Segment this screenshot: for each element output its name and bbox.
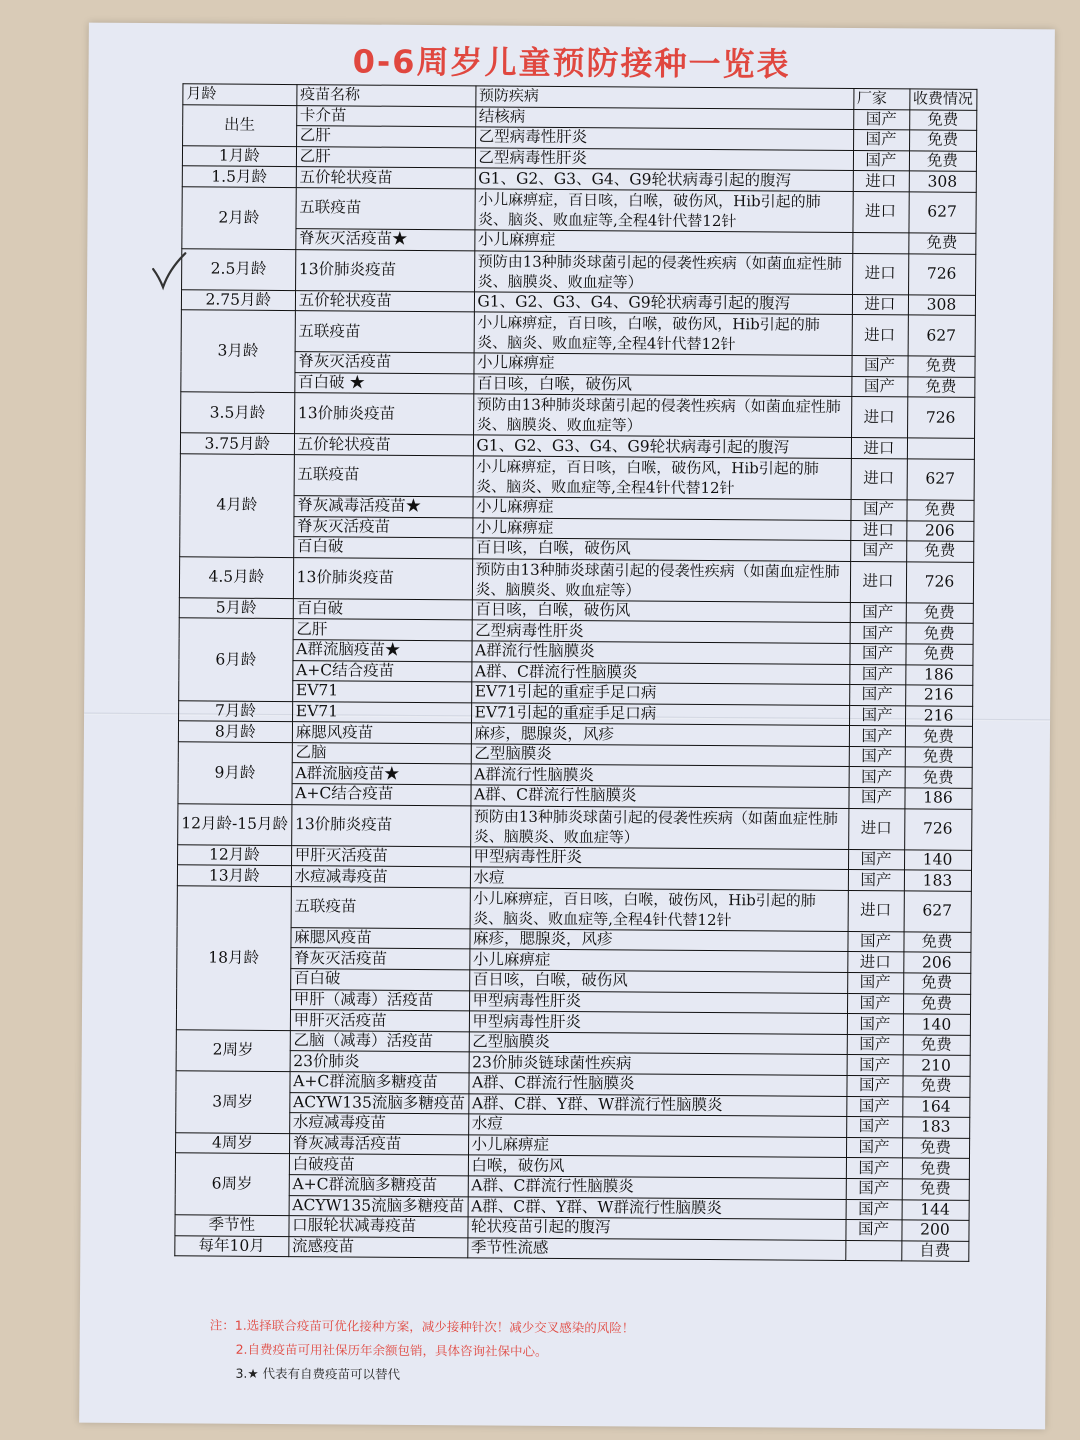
cell-fee: 免费 (906, 603, 973, 624)
cell-disease: 小儿麻痹症 (472, 517, 850, 540)
cell-maker: 进口 (851, 458, 907, 499)
cell-age: 6月龄 (179, 618, 293, 701)
cell-fee: 免费 (905, 767, 972, 788)
cell-vaccine: 五联疫苗 (296, 188, 475, 230)
cell-vaccine: EV71 (292, 701, 471, 723)
cell-maker: 国产 (850, 602, 906, 623)
cell-disease: 23价肺炎链球菌性疾病 (469, 1052, 847, 1075)
cell-disease: 小儿麻痹症，百日咳，白喉，破伤风，Hib引起的肺炎、脑炎、败血症等,全程4针代替12针 (473, 456, 851, 500)
cell-disease: 乙型脑膜炎 (471, 744, 849, 767)
cell-disease: 乙型病毒性肝炎 (475, 127, 853, 150)
table-row (180, 454, 974, 501)
cell-disease: 百日咳，白喉，破伤风 (472, 538, 850, 561)
cell-maker: 国产 (846, 1199, 902, 1220)
cell-disease: 小儿麻痹症 (473, 353, 851, 376)
cell-maker: 国产 (849, 705, 905, 726)
cell-disease: 小儿麻痹症 (472, 497, 850, 520)
cell-age: 3周岁 (176, 1071, 290, 1134)
cell-disease: 预防由13种肺炎球菌引起的侵袭性疾病（如菌血症性肺炎、脑膜炎、败血症等） (472, 559, 850, 603)
cell-fee: 免费 (909, 109, 976, 130)
cell-disease: 小儿麻痹症 (469, 949, 847, 972)
cell-fee: 308 (908, 294, 975, 315)
cell-vaccine: 13价肺炎疫苗 (294, 393, 473, 435)
cell-disease: G1、G2、G3、G4、G9轮状病毒引起的腹泻 (475, 168, 853, 191)
cell-vaccine: 13价肺炎疫苗 (291, 804, 470, 846)
cell-fee: 免费 (907, 356, 974, 377)
note-1: 注：1.选择联合疫苗可优化接种方案，减少接种针次！减少交叉感染的风险！ (209, 1317, 635, 1336)
table-row (182, 187, 976, 234)
cell-fee: 免费 (903, 973, 970, 994)
cell-vaccine: 白破疫苗 (289, 1154, 468, 1176)
cell-disease: A群、C群流行性脑膜炎 (468, 1176, 846, 1199)
cell-vaccine: 五价轮状疫苗 (294, 434, 473, 456)
cell-vaccine: 百白破 (290, 969, 469, 991)
cell-age: 7月龄 (179, 700, 293, 721)
cell-fee: 216 (905, 685, 972, 706)
cell-disease: A群、C群流行性脑膜炎 (468, 1073, 846, 1096)
cell-disease: A群、C群、Y群、W群流行性脑膜炎 (468, 1196, 846, 1219)
cell-fee: 免费 (906, 541, 973, 562)
cell-vaccine: 脊灰灭活疫苗★ (296, 229, 475, 251)
cell-vaccine: 23价肺炎 (290, 1051, 469, 1073)
cell-maker: 国产 (851, 356, 907, 377)
cell-vaccine: 卡介苗 (296, 105, 475, 127)
cell-vaccine: 流感疫苗 (288, 1236, 467, 1258)
cell-fee: 140 (903, 1014, 970, 1035)
cell-age: 4月龄 (180, 454, 294, 558)
cell-fee: 自费 (901, 1241, 968, 1262)
cell-disease: 预防由13种肺炎球菌引起的侵袭性疾病（如菌血症性肺炎、脑膜炎、败血症等） (470, 805, 848, 849)
table-row (177, 886, 971, 933)
page-title: 0-6周岁儿童预防接种一览表 (352, 42, 791, 84)
cell-disease: A群、C群流行性脑膜炎 (471, 661, 849, 684)
cell-vaccine: 麻腮风疫苗 (291, 927, 470, 949)
cell-vaccine: 脊灰减毒活疫苗★ (294, 496, 473, 518)
cell-disease: 麻疹，腮腺炎，风疹 (469, 929, 847, 952)
cell-fee (907, 438, 974, 459)
note-3: 3.★ 代表有自费疫苗可以替代 (235, 1365, 401, 1382)
cell-vaccine: 五联疫苗 (295, 311, 474, 353)
cell-fee: 200 (901, 1220, 968, 1241)
cell-vaccine: 麻腮风疫苗 (292, 722, 471, 744)
cell-maker: 国产 (853, 130, 909, 151)
header-vaccine: 疫苗名称 (297, 85, 476, 107)
cell-fee: 308 (909, 171, 976, 192)
cell-disease: 乙型病毒性肝炎 (472, 620, 850, 643)
cell-disease: A群、C群、Y群、W群流行性脑膜炎 (468, 1093, 846, 1116)
cell-disease: 预防由13种肺炎球菌引起的侵袭性疾病（如菌血症性肺炎、脑膜炎、败血症等） (474, 250, 852, 294)
table-row (179, 557, 973, 604)
cell-maker: 国产 (849, 726, 905, 747)
table-row (181, 392, 975, 439)
cell-vaccine: 甲肝（减毒）活疫苗 (290, 989, 469, 1011)
cell-maker: 国产 (848, 870, 904, 891)
cell-fee: 140 (904, 850, 971, 871)
cell-maker: 进口 (847, 952, 903, 973)
cell-maker: 进口 (848, 808, 904, 849)
cell-fee: 627 (908, 315, 975, 356)
cell-vaccine: 脊灰灭活疫苗 (290, 948, 469, 970)
cell-fee: 726 (906, 562, 973, 603)
cell-vaccine: 乙肝 (296, 126, 475, 148)
cell-age: 1月龄 (182, 146, 296, 167)
cell-vaccine: 脊灰灭活疫苗 (295, 352, 474, 374)
cell-vaccine: 五联疫苗 (294, 455, 473, 497)
cell-maker: 国产 (849, 685, 905, 706)
cell-maker: 进口 (852, 294, 908, 315)
cell-fee: 免费 (908, 233, 975, 254)
cell-disease: 乙型脑膜炎 (469, 1032, 847, 1055)
cell-disease: 百日咳，白喉，破伤风 (469, 970, 847, 993)
cell-maker: 国产 (847, 1055, 903, 1076)
cell-age: 18月龄 (176, 886, 291, 1031)
cell-vaccine: 水痘减毒疫苗 (291, 866, 470, 888)
cell-disease: 乙型病毒性肝炎 (475, 148, 853, 171)
cell-disease: 百日咳，白喉，破伤风 (473, 374, 851, 397)
cell-age: 2周岁 (176, 1030, 290, 1072)
cell-fee: 免费 (906, 623, 973, 644)
cell-age: 5月龄 (179, 598, 293, 619)
cell-age: 12月龄 (178, 844, 292, 865)
cell-vaccine: 乙肝 (296, 146, 475, 168)
cell-vaccine: 乙肝 (293, 619, 472, 641)
cell-age: 1.5月龄 (182, 166, 296, 187)
table-body (175, 104, 977, 1261)
table-row (181, 310, 975, 357)
cell-maker: 国产 (846, 1137, 902, 1158)
cell-fee: 免费 (905, 644, 972, 665)
cell-fee: 186 (904, 788, 971, 809)
cell-vaccine: 乙脑（减毒）活疫苗 (290, 1030, 469, 1052)
cell-maker: 国产 (846, 1117, 902, 1138)
cell-vaccine: 百白破 ★ (295, 372, 474, 394)
cell-age: 3.75月龄 (180, 433, 294, 454)
cell-vaccine: 脊灰灭活疫苗 (294, 516, 473, 538)
cell-maker: 国产 (850, 499, 906, 520)
cell-age: 2.5月龄 (182, 248, 296, 290)
cell-fee: 免费 (903, 932, 970, 953)
cell-disease: 白喉，破伤风 (468, 1155, 846, 1178)
cell-maker: 进口 (850, 520, 906, 541)
cell-vaccine: 水痘减毒疫苗 (289, 1113, 468, 1135)
cell-maker: 国产 (850, 623, 906, 644)
cell-vaccine: 13价肺炎疫苗 (295, 249, 474, 291)
cell-disease: 季节性流感 (467, 1238, 845, 1261)
cell-maker: 国产 (848, 788, 904, 809)
cell-disease: 甲型病毒性肝炎 (469, 990, 847, 1013)
cell-fee: 726 (908, 253, 975, 294)
vaccination-sheet (79, 23, 1055, 1430)
cell-fee: 627 (908, 192, 975, 233)
cell-vaccine: A+C群流脑多糖疫苗 (289, 1175, 468, 1197)
cell-fee: 627 (907, 459, 974, 500)
table-row (178, 803, 972, 850)
cell-disease: 轮状疫苗引起的腹泻 (467, 1217, 845, 1240)
cell-vaccine: EV71 (292, 681, 471, 703)
cell-disease: 甲型病毒性肝炎 (469, 1011, 847, 1034)
cell-fee: 免费 (909, 130, 976, 151)
cell-disease: A群流行性脑膜炎 (471, 641, 849, 664)
handwritten-check-mark-icon (149, 251, 189, 291)
cell-disease: 小儿麻痹症，百日咳，白喉，破伤风，Hib引起的肺炎、脑炎、败血症等,全程4针代替12针 (474, 312, 852, 356)
cell-vaccine: 甲肝灭活疫苗 (291, 845, 470, 867)
cell-maker: 国产 (847, 993, 903, 1014)
cell-vaccine: 五价轮状疫苗 (295, 290, 474, 312)
cell-age: 每年10月 (175, 1236, 289, 1257)
cell-fee: 183 (904, 870, 971, 891)
cell-disease: 百日咳，白喉，破伤风 (472, 600, 850, 623)
cell-maker: 国产 (845, 1220, 901, 1241)
cell-vaccine: A群流脑疫苗★ (293, 639, 472, 661)
cell-maker: 进口 (852, 191, 908, 232)
table-row (175, 1236, 969, 1262)
cell-disease: 小儿麻痹症，百日咳，白喉，破伤风，Hib引起的肺炎、脑炎、败血症等,全程4针代替12针 (474, 189, 852, 233)
cell-maker: 国产 (853, 109, 909, 130)
cell-fee: 183 (902, 1117, 969, 1138)
cell-maker: 进口 (848, 890, 904, 931)
cell-age: 3.5月龄 (181, 392, 295, 434)
cell-age: 6周岁 (175, 1153, 289, 1216)
header-maker: 厂家 (853, 88, 909, 109)
cell-disease: 甲型病毒性肝炎 (470, 846, 848, 869)
cell-maker: 国产 (847, 1014, 903, 1035)
cell-age: 3月龄 (181, 310, 295, 393)
cell-disease: A群、C群流行性脑膜炎 (470, 785, 848, 808)
cell-age: 季节性 (175, 1215, 289, 1236)
cell-age: 9月龄 (178, 742, 292, 805)
table-row (182, 248, 976, 295)
cell-maker (852, 232, 908, 253)
cell-age: 4.5月龄 (179, 557, 293, 599)
cell-disease: 水痘 (470, 867, 848, 890)
cell-fee: 164 (902, 1096, 969, 1117)
cell-vaccine: 百白破 (293, 598, 472, 620)
cell-disease: G1、G2、G3、G4、G9轮状病毒引起的腹泻 (474, 291, 852, 314)
cell-fee: 627 (904, 891, 971, 932)
cell-maker: 国产 (849, 643, 905, 664)
cell-disease: 预防由13种肺炎球菌引起的侵袭性疾病（如菌血症性肺炎、脑膜炎、败血症等） (473, 394, 851, 438)
cell-fee: 216 (905, 706, 972, 727)
cell-vaccine: ACYW135流脑多糖疫苗 (289, 1195, 468, 1217)
cell-age: 2.75月龄 (181, 289, 295, 310)
notes (209, 1314, 634, 1389)
cell-disease: 小儿麻痹症 (474, 230, 852, 253)
cell-maker: 国产 (846, 1178, 902, 1199)
cell-fee: 186 (905, 664, 972, 685)
cell-maker (845, 1240, 901, 1261)
header-fee: 收费情况 (909, 89, 976, 110)
cell-fee: 免费 (902, 1158, 969, 1179)
header-disease: 预防疾病 (475, 86, 853, 109)
cell-disease: 小儿麻痹症，百日咳，白喉，破伤风，Hib引起的肺炎、脑炎、败血症等,全程4针代替12针 (470, 888, 848, 932)
cell-fee: 免费 (902, 1179, 969, 1200)
cell-fee: 免费 (909, 151, 976, 172)
cell-fee: 免费 (902, 1138, 969, 1159)
cell-disease: G1、G2、G3、G4、G9轮状病毒引起的腹泻 (473, 435, 851, 458)
cell-maker: 进口 (851, 397, 907, 438)
cell-vaccine: A+C群流脑多糖疫苗 (290, 1072, 469, 1094)
cell-maker: 国产 (849, 767, 905, 788)
cell-vaccine: ACYW135流脑多糖疫苗 (289, 1092, 468, 1114)
cell-maker: 国产 (848, 849, 904, 870)
cell-maker: 国产 (853, 150, 909, 171)
vaccination-table (174, 83, 977, 1262)
cell-vaccine: 五价轮状疫苗 (296, 167, 475, 189)
cell-fee: 210 (903, 1055, 970, 1076)
cell-age: 8月龄 (178, 721, 292, 742)
cell-vaccine: 五联疫苗 (291, 886, 470, 928)
cell-disease: 水痘 (468, 1114, 846, 1137)
cell-maker: 国产 (846, 1158, 902, 1179)
cell-age: 12月龄-15月龄 (178, 803, 292, 845)
cell-fee: 免费 (903, 993, 970, 1014)
cell-maker: 国产 (846, 1075, 902, 1096)
cell-age: 4周岁 (176, 1133, 290, 1154)
cell-disease: EV71引起的重症手足口病 (471, 682, 849, 705)
cell-disease: A群流行性脑膜炎 (471, 764, 849, 787)
cell-disease: 小儿麻痹症 (468, 1135, 846, 1158)
cell-vaccine: A群流脑疫苗★ (292, 763, 471, 785)
note-2: 2.自费疫苗可用社保历年余额包销，具体咨询社保中心。 (235, 1341, 548, 1359)
cell-fee: 免费 (903, 1035, 970, 1056)
cell-disease: 结核病 (475, 106, 853, 129)
cell-maker: 国产 (847, 1034, 903, 1055)
cell-vaccine: 口服轮状减毒疫苗 (289, 1216, 468, 1238)
cell-maker: 国产 (849, 664, 905, 685)
cell-maker: 进口 (851, 438, 907, 459)
cell-fee: 206 (903, 952, 970, 973)
cell-fee: 免费 (907, 377, 974, 398)
cell-vaccine: A+C结合疫苗 (292, 784, 471, 806)
cell-fee: 726 (907, 397, 974, 438)
cell-maker: 国产 (850, 541, 906, 562)
header-age: 月龄 (183, 84, 297, 105)
cell-vaccine: 甲肝灭活疫苗 (290, 1010, 469, 1032)
cell-age: 13月龄 (177, 865, 291, 886)
cell-disease: 麻疹，腮腺炎，风疹 (471, 723, 849, 746)
cell-maker: 国产 (851, 376, 907, 397)
cell-maker: 进口 (852, 315, 908, 356)
cell-vaccine: 百白破 (293, 537, 472, 559)
cell-vaccine: 脊灰减毒活疫苗 (289, 1133, 468, 1155)
cell-fee: 免费 (906, 500, 973, 521)
cell-maker: 国产 (846, 1096, 902, 1117)
cell-maker: 进口 (850, 561, 906, 602)
cell-vaccine: A+C结合疫苗 (292, 660, 471, 682)
cell-age: 2月龄 (182, 187, 296, 249)
cell-maker: 国产 (847, 972, 903, 993)
cell-vaccine: 乙脑 (292, 742, 471, 764)
cell-vaccine: 13价肺炎疫苗 (293, 557, 472, 599)
cell-fee: 206 (906, 520, 973, 541)
cell-fee: 免费 (905, 726, 972, 747)
cell-fee: 726 (904, 809, 971, 850)
cell-fee: 免费 (905, 747, 972, 768)
cell-maker: 进口 (852, 253, 908, 294)
cell-disease: EV71引起的重症手足口病 (471, 703, 849, 726)
cell-fee: 144 (902, 1199, 969, 1220)
cell-age: 出生 (183, 104, 297, 146)
cell-maker: 国产 (849, 746, 905, 767)
cell-fee: 免费 (902, 1076, 969, 1097)
cell-maker: 国产 (847, 931, 903, 952)
cell-maker: 进口 (853, 171, 909, 192)
